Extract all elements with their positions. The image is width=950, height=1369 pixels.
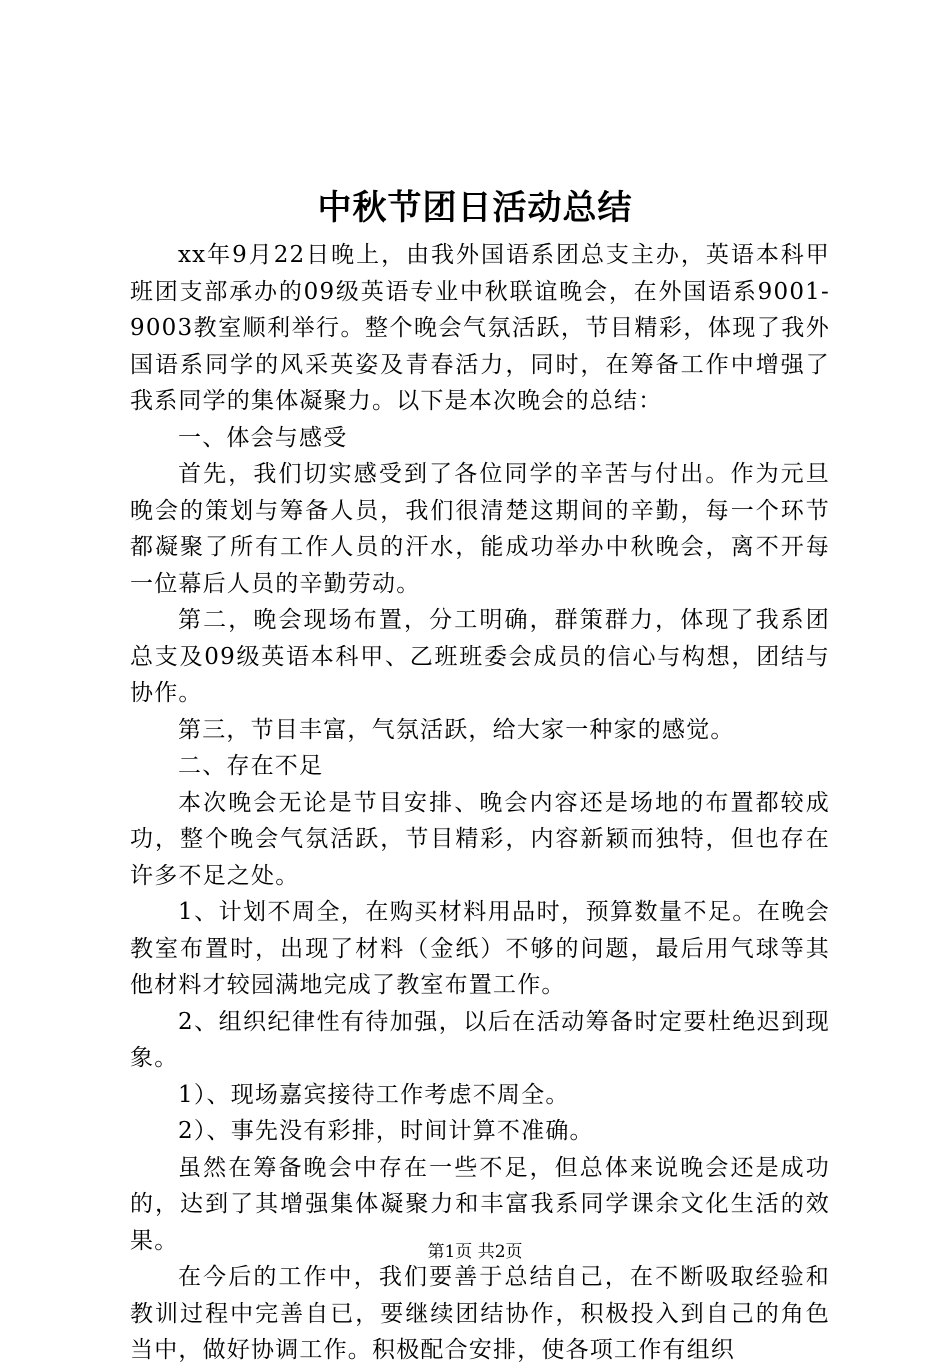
page-number-footer: 第1页 共2页 (427, 1242, 523, 1262)
paragraph: 1、计划不周全，在购买材料用品时，预算数量不足。在晚会教室布置时，出现了材料（金纸）不够的问题，最后用气球等其他材料才较园满地完成了教室布置工作。 (130, 899, 830, 998)
paragraph: 2）、事先没有彩排，时间计算不准确。 (178, 1118, 594, 1144)
section-heading-2: 二、存在不足 (178, 753, 324, 779)
paragraph: 2、组织纪律性有待加强，以后在活动筹备时定要杜绝迟到现象。 (130, 1008, 830, 1071)
paragraph: 1）、现场嘉宾接待工作考虑不周全。 (178, 1081, 570, 1108)
paragraph: 第二，晚会现场布置，分工明确，群策群力，体现了我系团总支及09级英语本科甲、乙班班委会成员的信心与构想，团结与协作。 (130, 607, 830, 706)
section-heading-1: 一、体会与感受 (178, 424, 348, 451)
paragraph: 首先，我们切实感受到了各位同学的辛苦与付出。作为元旦晚会的策划与筹备人员，我们很清楚这期间的辛勤，每一个环节都凝聚了所有工作人员的汗水，能成功举办中秋晚会，离不开每一位幕后人员的辛勤劳动。 (130, 461, 830, 597)
document-title: 中秋节团日活动总结 (317, 188, 633, 228)
paragraph-intro: xx年9月22日晚上，由我外国语系团总支主办，英语本科甲班团支部承办的09级英语专业中秋联谊晚会，在外国语系9001-9003教室顺利举行。整个晚会气氛活跃，节目精彩，体现了我外国语系同学的风采英姿及青春活力，同时，在筹备工作中增强了我系同学的集体凝聚力。以下是本次晚会的总结： (130, 242, 830, 414)
paragraph: 在今后的工作中，我们要善于总结自己，在不断吸取经验和教训过程中完善自已，要继续团结协作，积极投入到自己的角色当中，做好协调工作。积极配合安排，使各项工作有组织 (130, 1264, 830, 1363)
document-body (130, 237, 830, 1369)
paragraph: 本次晚会无论是节目安排、晚会内容还是场地的布置都较成功，整个晚会气氛活跃，节目精彩，内容新颖而独特，但也存在许多不足之处。 (130, 789, 830, 889)
paragraph: 虽然在筹备晚会中存在一些不足，但总体来说晚会还是成功的，达到了其增强集体凝聚力和丰富我系同学课余文化生活的效果。 (130, 1154, 830, 1254)
paragraph: 第三，节目丰富，气氛活跃，给大家一种家的感觉。 (178, 716, 735, 743)
